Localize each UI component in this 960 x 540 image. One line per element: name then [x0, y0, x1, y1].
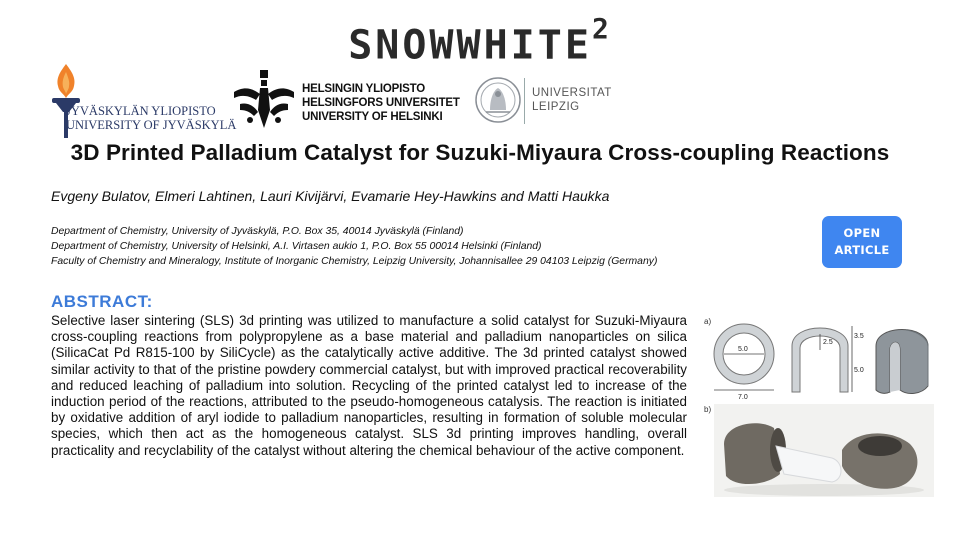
helsinki-name-fi: HELSINGIN YLIOPISTO [302, 83, 425, 95]
project-logo-text: SNOWWHITE [348, 22, 592, 69]
leipzig-logo [474, 74, 644, 134]
affiliation-leipzig: Faculty of Chemistry and Mineralogy, Institute of Inorganic Chemistry, Leipzig University, Johannisallee 29 04103 Leipzig (Germany) [51, 256, 658, 267]
helsinki-name-en: UNIVERSITY OF HELSINKI [302, 111, 443, 123]
dim-h2-label: 5.0 [854, 367, 864, 374]
helsinki-name-sv: HELSINGFORS UNIVERSITET [302, 97, 460, 109]
affiliations [51, 224, 657, 269]
leipzig-divider [524, 78, 525, 124]
affiliation-jyu: Department of Chemistry, University of Jyväskylä, P.O. Box 35, 40014 Jyväskylä (Finland) [51, 226, 464, 237]
helsinki-logo [230, 70, 470, 140]
cutaway-3d [876, 330, 928, 394]
jyu-logo [44, 60, 237, 138]
catalyst-photo [704, 404, 934, 497]
affiliation-helsinki: Department of Chemistry, University of Helsinki, A.I. Virtasen aukio 1, P.O. Box 55 00014 Helsinki (Finland) [51, 241, 542, 252]
dim-outer-label: 7.0 [738, 394, 748, 401]
side-section [792, 326, 864, 392]
panel-b-label: b) [704, 405, 712, 414]
paper-authors: Evgeny Bulatov, Elmeri Lahtinen, Lauri Kivijärvi, Evamarie Hey-Hawkins and Matti Haukka [51, 188, 610, 204]
photo-panel [704, 404, 934, 497]
panel-a-label: a) [704, 317, 712, 326]
paper-title: 3D Printed Palladium Catalyst for Suzuki-Miyaura Cross-coupling Reactions [70, 140, 890, 165]
project-logo-superscript: 2 [591, 12, 612, 45]
abstract-text: Selective laser sintering (SLS) 3d printing was utilized to manufacture a solid catalyst for Suzuki-Miyaura cross-coupling reactions from polypropylene as a base material and palladium nanoparticles on silica (SilicaCat Pd R815-100 by SiliCycle) as the catalytically active additive. The 3d printed catalyst showed similar activity to that of the pristine powdery commercial catalyst, but with improved practical recoverability and reduced leaching of palladium into solution. Recycling of the printed catalyst led to increase of the induction period of the reactions, attributed to the pseudo-homogeneous catalysis. The reaction is initiated by oxidative addition of aryl iodide to palladium nanoparticles, resulting in formation of soluble molecular species, which then act as the homogeneous catalyst. SLS 3d printing improves handling, overall practicality and recyclability of the catalyst without altering the chemical behaviour of the active component. [51, 313, 687, 458]
leipzig-name-line2: LEIPZIG [532, 101, 580, 113]
dim-h1-label: 3.5 [854, 333, 864, 340]
university-logos [44, 60, 644, 140]
catalyst-figure [700, 310, 936, 500]
jyu-name-en: UNIVERSITY OF JYVÄSKYLÄ [66, 118, 237, 132]
dim-top-label: 2.5 [823, 339, 833, 346]
dim-inner-label: 5.0 [738, 346, 748, 353]
open-article-label-line2: ARTICLE [834, 243, 890, 257]
top-view-ring [714, 324, 774, 401]
helsinki-flame-icon [230, 70, 298, 130]
open-article-label-line1: OPEN [843, 226, 881, 240]
open-article-button[interactable] [822, 216, 902, 268]
leipzig-name-line1: UNIVERSITAT [532, 87, 612, 99]
abstract-heading: ABSTRACT: [51, 292, 153, 311]
catalyst-diagram [700, 310, 936, 402]
leipzig-seal-icon [474, 74, 522, 126]
jyu-name-fi: JYVÄSKYLÄN YLIOPISTO [66, 104, 216, 118]
